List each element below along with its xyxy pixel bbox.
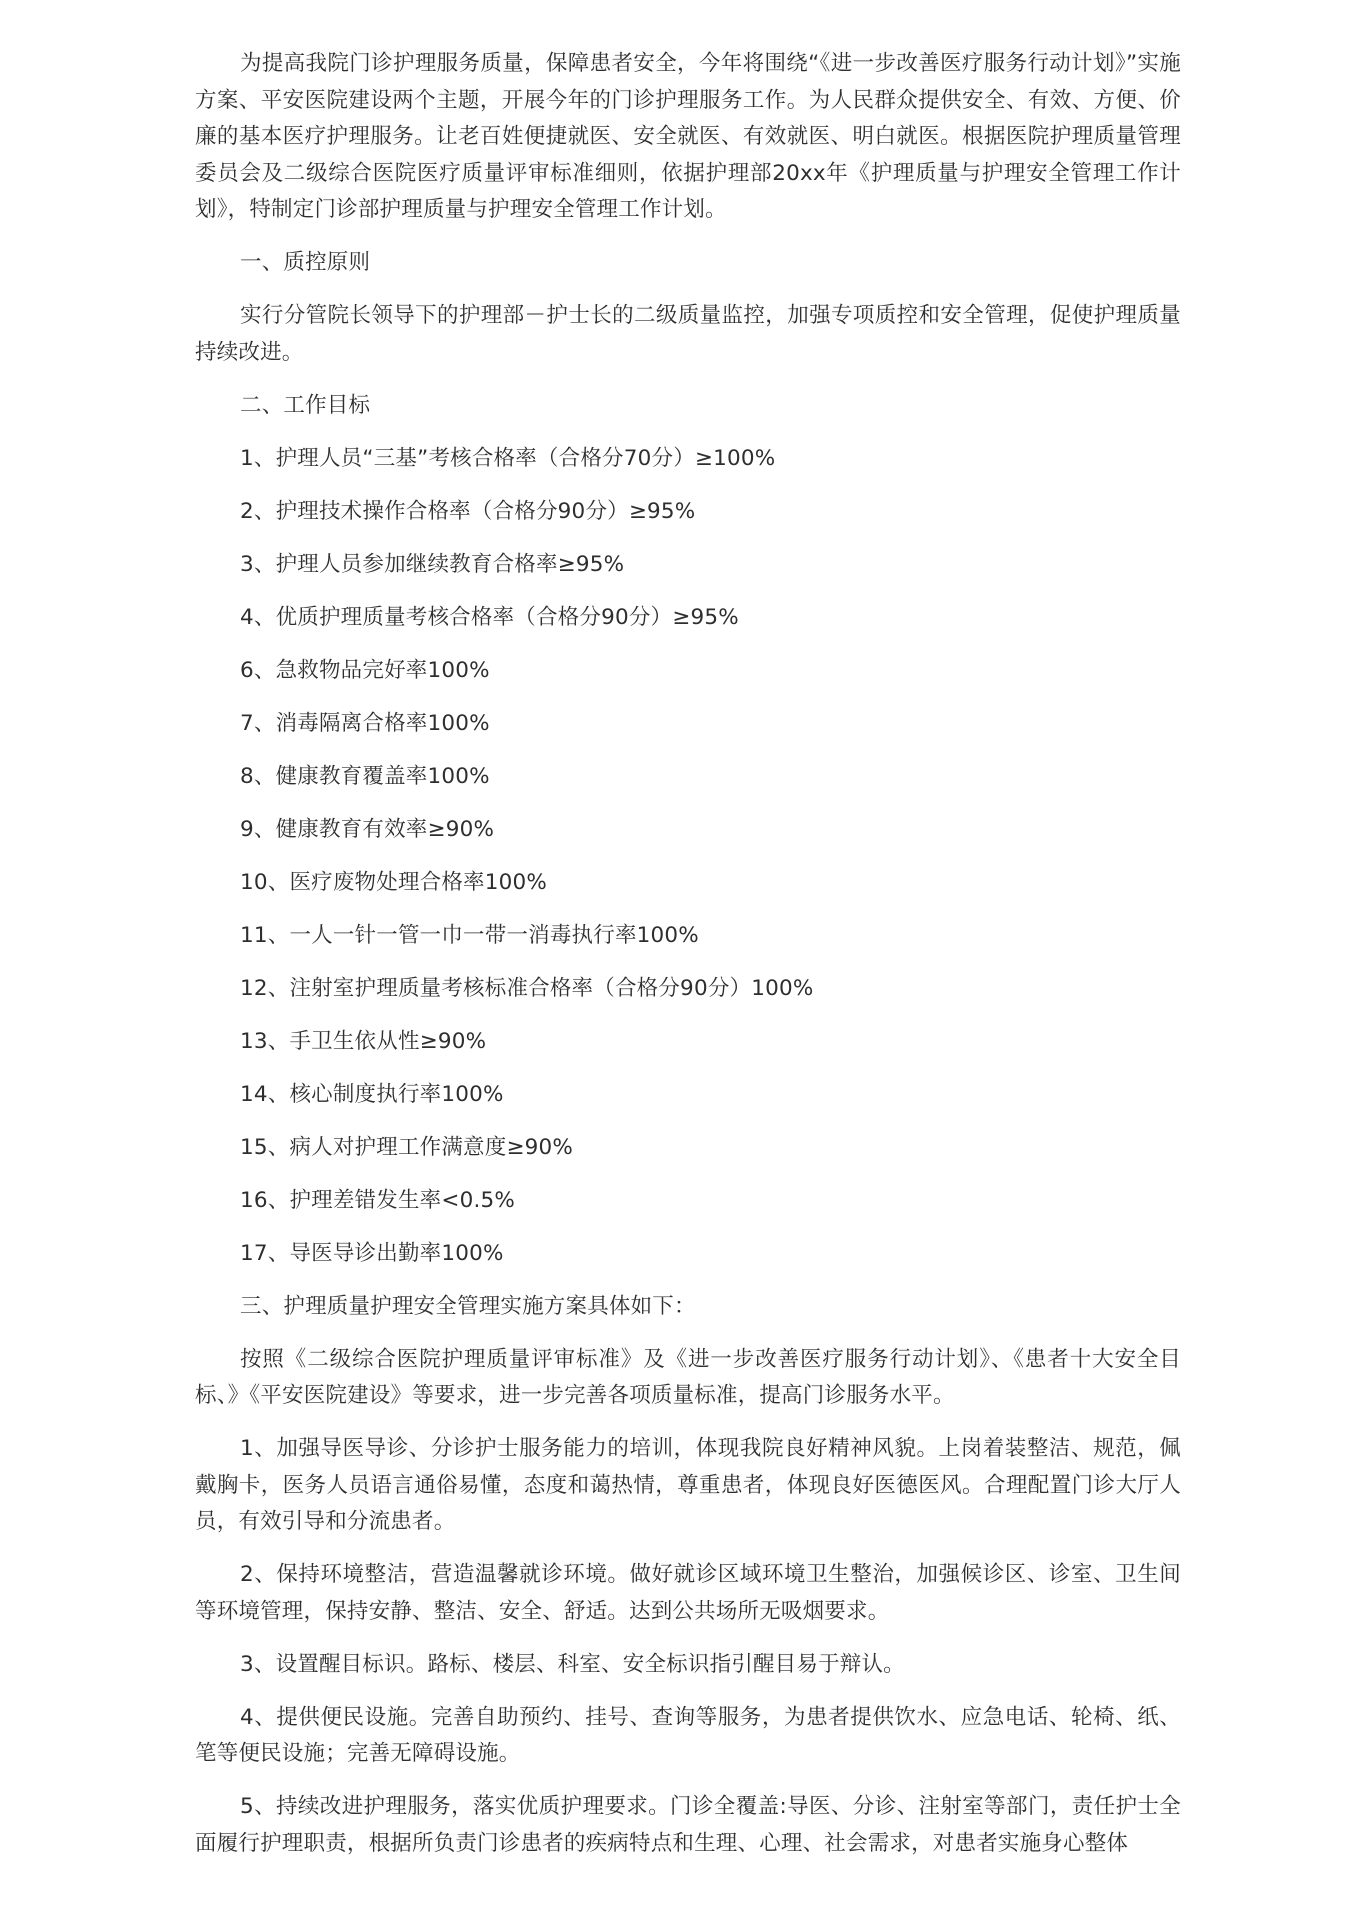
principles-paragraph: 实行分管院长领导下的护理部－护士长的二级质量监控，加强专项质控和安全管理，促使护理质量持续改进。 <box>195 303 1181 365</box>
measure-paragraph: 3、设置醒目标识。路标、楼层、科室、安全标识指引醒目易于辩认。 <box>240 1651 905 1677</box>
goal-item: 4、优质护理质量考核合格率（合格分90分）≥95% <box>240 604 739 630</box>
goal-item: 11、一人一针一管一巾一带一消毒执行率100% <box>240 922 699 948</box>
goal-item: 1、护理人员“三基”考核合格率（合格分70分）≥100% <box>240 445 776 471</box>
measure-paragraph: 2、保持环境整洁，营造温馨就诊环境。做好就诊区域环境卫生整治，加强候诊区、诊室、卫生间等环境管理，保持安静、整洁、安全、舒适。达到公共场所无吸烟要求。 <box>195 1562 1181 1624</box>
goal-item: 8、健康教育覆盖率100% <box>240 763 490 789</box>
section-heading-implementation-plan: 三、护理质量护理安全管理实施方案具体如下： <box>240 1293 696 1319</box>
section-heading-quality-principles: 一、质控原则 <box>240 250 371 275</box>
goal-item: 16、护理差错发生率<0.5% <box>240 1187 515 1213</box>
goal-item: 15、病人对护理工作满意度≥90% <box>240 1134 574 1160</box>
goal-item: 10、医疗废物处理合格率100% <box>240 869 548 895</box>
measure-paragraph: 1、加强导医导诊、分诊护士服务能力的培训，体现我院良好精神风貌。上岗着装整洁、规范，佩戴胸卡，医务人员语言通俗易懂，态度和蔼热情，尊重患者，体现良好医德医风。合理配置门诊大厅人员，有效引导和分流患者。 <box>195 1436 1181 1534</box>
measure-paragraph: 4、提供便民设施。完善自助预约、挂号、查询等服务，为患者提供饮水、应急电话、轮椅、纸、笔等便民设施；完善无障碍设施。 <box>195 1704 1181 1766</box>
goal-item: 7、消毒隔离合格率100% <box>240 710 490 736</box>
goal-item: 17、导医导诊出勤率100% <box>240 1240 504 1266</box>
intro-paragraph: 为提高我院门诊护理服务质量，保障患者安全，今年将围绕“《进一步改善医疗服务行动计划》”实施方案、平安医院建设两个主题，开展今年的门诊护理服务工作。为人民群众提供安全、有效、方便、价廉的基本医疗护理服务。让老百姓便捷就医、安全就医、有效就医、明白就医。根据医院护理质量管理委员会及二级综合医院医疗质量评审标准细则，依据护理部20xx年《护理质量与护理安全管理工作计划》，特制定门诊部护理质量与护理安全管理工作计划。 <box>195 51 1181 222</box>
section-heading-work-goals: 二、工作目标 <box>240 392 371 418</box>
goal-item: 13、手卫生依从性≥90% <box>240 1028 487 1054</box>
goal-item: 3、护理人员参加继续教育合格率≥95% <box>240 551 625 577</box>
goal-item: 2、护理技术操作合格率（合格分90分）≥95% <box>240 498 696 524</box>
goal-item: 14、核心制度执行率100% <box>240 1081 504 1107</box>
goal-item: 9、健康教育有效率≥90% <box>240 816 495 842</box>
implementation-intro-paragraph: 按照《二级综合医院护理质量评审标准》及《进一步改善医疗服务行动计划》、《患者十大安全目标、》《平安医院建设》等要求，进一步完善各项质量标准，提高门诊服务水平。 <box>195 1346 1181 1408</box>
goal-item: 6、急救物品完好率100% <box>240 657 490 683</box>
goal-item: 12、注射室护理质量考核标准合格率（合格分90分）100% <box>240 975 814 1001</box>
document-page <box>195 46 1181 1879</box>
measure-paragraph: 5、持续改进护理服务，落实优质护理要求。门诊全覆盖:导医、分诊、注射室等部门，责任护士全面履行护理职责，根据所负责门诊患者的疾病特点和生理、心理、社会需求，对患者实施身心整体 <box>195 1794 1181 1856</box>
